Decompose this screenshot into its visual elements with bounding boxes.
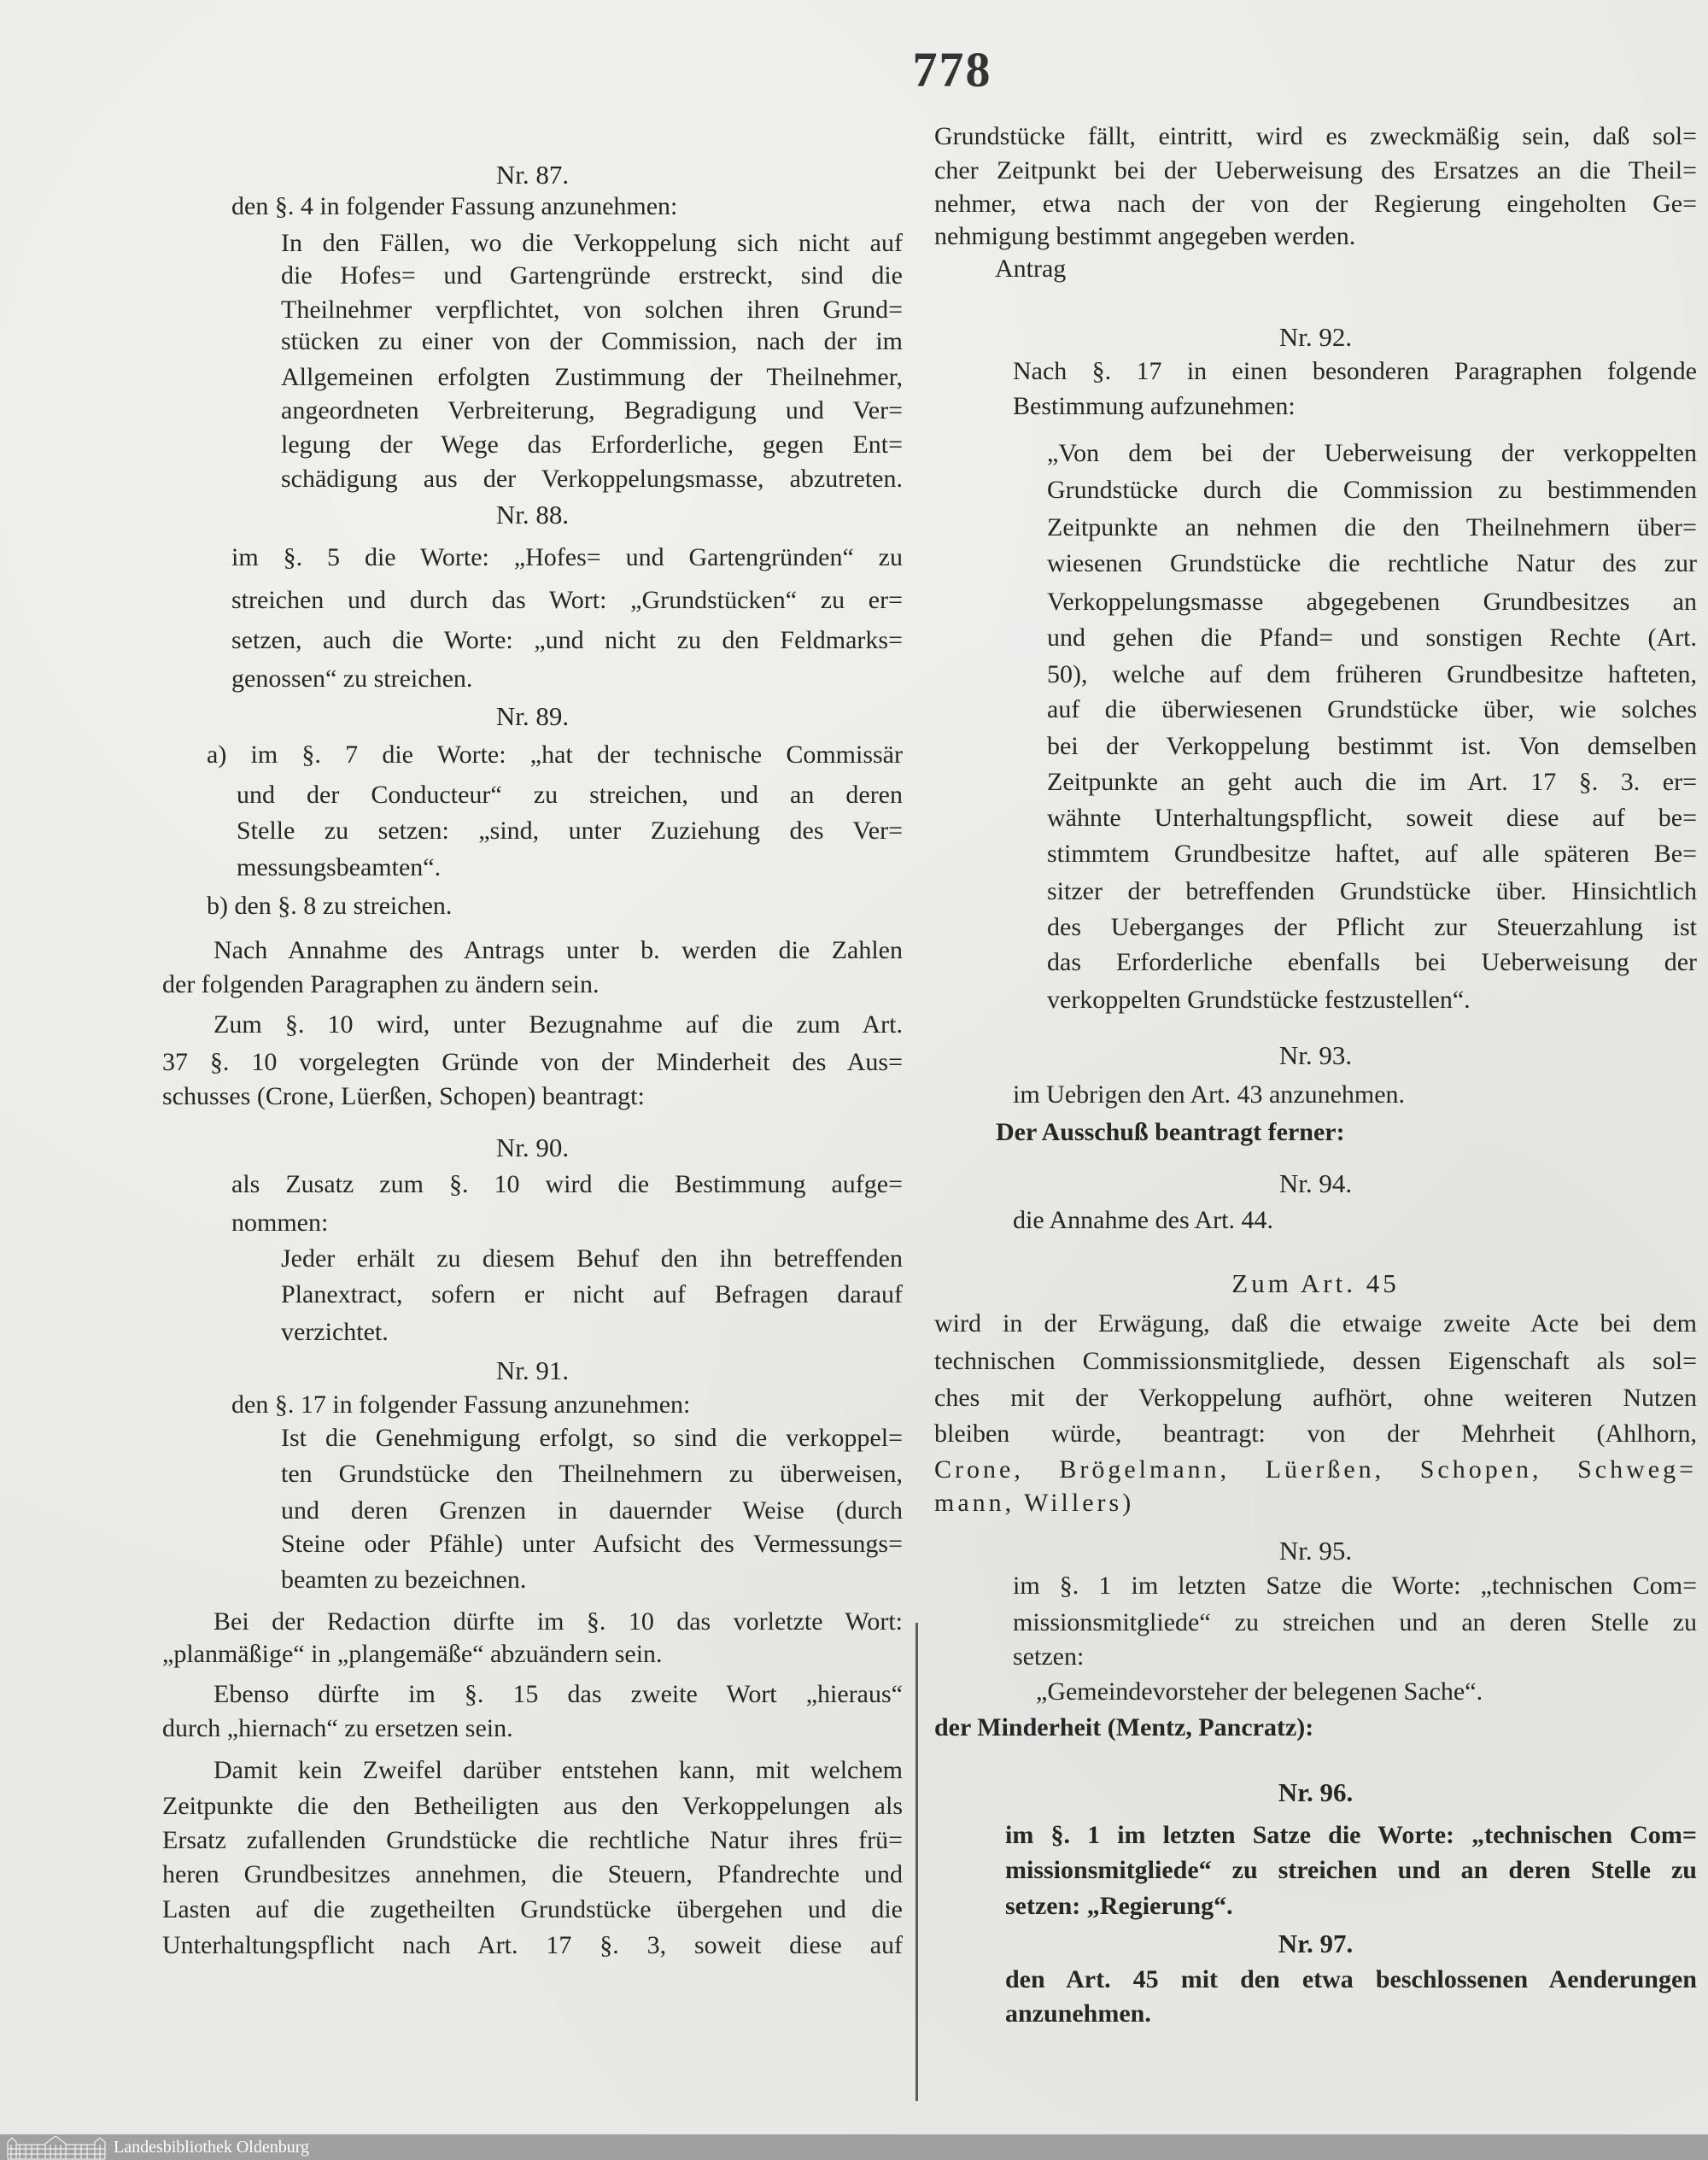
text-line: und gehen die Pfand= und sonstigen Rechte (Art. xyxy=(1047,623,1697,652)
section-heading: Nr. 94. xyxy=(1278,1168,1353,1198)
text-line: Antrag xyxy=(995,255,1067,283)
text-line: Ebenso dürfte im §. 15 das zweite Wort „hieraus“ xyxy=(214,1680,903,1708)
section-heading: Nr. 91. xyxy=(495,1355,570,1385)
text-line: nehmer, etwa nach der von der Regierung eingeholten Ge= xyxy=(934,190,1697,218)
text-line: Nach Annahme des Antrags unter b. werden die Zahlen xyxy=(214,936,903,964)
text-line: genossen“ zu streichen. xyxy=(231,664,473,693)
text-line: Zeitpunkte an geht auch die im Art. 17 §. 3. er= xyxy=(1047,768,1697,796)
text-line: Bei der Redaction dürfte im §. 10 das vorletzte Wort: xyxy=(214,1607,903,1636)
text-line: wird in der Erwägung, daß die etwaige zweite Acte bei dem xyxy=(934,1309,1697,1338)
text-line: bleiben würde, beantragt: von der Mehrheit (Ahlhorn, xyxy=(934,1420,1697,1448)
text-line: Ersatz zufallenden Grundstücke die rechtliche Natur ihres frü= xyxy=(162,1826,903,1854)
text-line: verzichtet. xyxy=(281,1318,389,1346)
text-line: b) den §. 8 zu streichen. xyxy=(207,892,453,920)
text-line: Zum §. 10 wird, unter Bezugnahme auf die zum Art. xyxy=(214,1010,903,1039)
text-line: a) im §. 7 die Worte: „hat der technische Commissär xyxy=(207,740,903,769)
text-line: Crone, Brögelmann, Lüerßen, Schopen, Schweg= xyxy=(934,1455,1697,1484)
text-line: verkoppelten Grundstücke festzustellen“. xyxy=(1047,986,1471,1014)
section-heading: Nr. 96. xyxy=(1278,1777,1354,1807)
text-line: Steine oder Pfähle) unter Aufsicht des Vermessungs= xyxy=(281,1530,903,1558)
text-line: Stelle zu setzen: „sind, unter Zuziehung des Ver= xyxy=(237,817,903,845)
text-line: Theilnehmer verpflichtet, von solchen ihren Grund= xyxy=(281,296,903,324)
text-line: „planmäßige“ in „plangemäße“ abzuändern sein. xyxy=(162,1640,663,1668)
text-line: Damit kein Zweifel darüber entstehen kann, mit welchem xyxy=(214,1756,903,1784)
text-line: setzen: „Regierung“. xyxy=(1005,1892,1233,1920)
section-heading: Nr. 87. xyxy=(495,160,570,190)
text-line: im §. 5 die Worte: „Hofes= und Gartengründen“ zu xyxy=(231,543,903,571)
column-rule xyxy=(915,1623,918,2101)
text-line: und deren Grenzen in dauernder Weise (durch xyxy=(281,1496,903,1525)
text-line: Zeitpunkte die den Betheiligten aus den Verkoppelungen als xyxy=(162,1792,903,1820)
text-line: Planextract, sofern er nicht auf Befragen darauf xyxy=(281,1280,903,1308)
text-line: nehmigung bestimmt angegeben werden. xyxy=(934,222,1356,250)
text-line: Allgemeinen erfolgten Zustimmung der Theilnehmer, xyxy=(281,363,903,391)
text-line: im §. 1 im letzten Satze die Worte: „technischen Com= xyxy=(1013,1572,1697,1600)
text-line: Grundstücke fällt, eintritt, wird es zweckmäßig sein, daß sol= xyxy=(934,122,1697,150)
text-line: des Ueberganges der Pflicht zur Steuerzahlung ist xyxy=(1047,913,1697,941)
text-line: anzunehmen. xyxy=(1005,1999,1151,2028)
text-line: schusses (Crone, Lüerßen, Schopen) beantragt: xyxy=(162,1082,645,1110)
text-line: den §. 17 in folgender Fassung anzunehmen: xyxy=(231,1390,691,1419)
text-line: streichen und durch das Wort: „Grundstücken“ zu er= xyxy=(231,586,903,614)
text-line: 37 §. 10 vorgelegten Gründe von der Minderheit des Aus= xyxy=(162,1048,903,1076)
text-line: 50), welche auf dem früheren Grundbesitze hafteten, xyxy=(1047,660,1697,688)
section-heading: Nr. 95. xyxy=(1278,1536,1353,1566)
text-line: das Erforderliche ebenfalls bei Ueberweisung der xyxy=(1047,948,1697,976)
text-line: Zeitpunkte an nehmen die den Theilnehmern über= xyxy=(1047,513,1697,541)
text-line: bei der Verkoppelung bestimmt ist. Von demselben xyxy=(1047,732,1697,760)
text-line: setzen: xyxy=(1013,1642,1085,1671)
text-line: und der Conducteur“ zu streichen, und an deren xyxy=(237,781,903,809)
text-line: cher Zeitpunkt bei der Ueberweisung des Ersatzes an die Theil= xyxy=(934,156,1697,184)
text-line: Grundstücke durch die Commission zu bestimmenden xyxy=(1047,476,1697,504)
text-line: Ist die Genehmigung erfolgt, so sind die verkoppel= xyxy=(281,1424,903,1452)
text-line: ches mit der Verkoppelung aufhört, ohne weiteren Nutzen xyxy=(934,1384,1697,1412)
text-line: „Von dem bei der Ueberweisung der verkoppelten xyxy=(1047,439,1697,467)
text-line: setzen, auch die Worte: „und nicht zu den Feldmarks= xyxy=(231,626,903,654)
text-line: die Hofes= und Gartengründe erstreckt, sind die xyxy=(281,261,903,290)
text-line: der Minderheit (Mentz, Pancratz): xyxy=(934,1713,1314,1741)
library-footer xyxy=(0,2134,1708,2160)
text-line: der folgenden Paragraphen zu ändern sein. xyxy=(162,970,600,998)
text-line: stücken zu einer von der Commission, nach der im xyxy=(281,327,903,355)
text-line: missionsmitgliede“ zu streichen und an deren Stelle zu xyxy=(1013,1608,1697,1636)
section-heading: Nr. 97. xyxy=(1278,1929,1354,1958)
text-line: schädigung aus der Verkoppelungsmasse, abzutreten. xyxy=(281,465,903,493)
text-line: die Annahme des Art. 44. xyxy=(1013,1206,1273,1234)
section-heading: Nr. 90. xyxy=(495,1133,570,1162)
text-line: mann, Willers) xyxy=(934,1489,1135,1517)
text-line: technischen Commissionsmitgliede, dessen Eigenschaft als sol= xyxy=(934,1347,1697,1375)
text-line: wähnte Unterhaltungspflicht, soweit diese auf be= xyxy=(1047,804,1697,832)
text-line: beamten zu bezeichnen. xyxy=(281,1566,527,1594)
text-line: auf die überwiesenen Grundstücke über, wie solches xyxy=(1047,695,1697,723)
section-heading: Nr. 88. xyxy=(495,500,570,530)
text-line: nommen: xyxy=(231,1209,329,1237)
text-line: stimmtem Grundbesitze haftet, auf alle späteren Be= xyxy=(1047,840,1697,868)
text-line: den §. 4 in folgender Fassung anzunehmen: xyxy=(231,192,678,220)
text-line: angeordneten Verbreiterung, Begradigung und Ver= xyxy=(281,396,903,424)
section-heading: Nr. 89. xyxy=(495,701,570,731)
text-line: ten Grundstücke den Theilnehmern zu überweisen, xyxy=(281,1460,903,1488)
text-line: im Uebrigen den Art. 43 anzunehmen. xyxy=(1013,1080,1406,1109)
text-line: Unterhaltungspflicht nach Art. 17 §. 3, soweit diese auf xyxy=(162,1931,903,1959)
library-name: Landesbibliothek Oldenburg xyxy=(114,2138,310,2157)
page-number: 778 xyxy=(912,42,992,97)
section-heading: Nr. 92. xyxy=(1278,322,1353,352)
section-heading: Zum Art. 45 xyxy=(1231,1268,1400,1298)
text-line: missionsmitgliede“ zu streichen und an deren Stelle zu xyxy=(1005,1856,1697,1884)
text-line: Der Ausschuß beantragt ferner: xyxy=(996,1118,1345,1146)
text-line: als Zusatz zum §. 10 wird die Bestimmung aufge= xyxy=(231,1170,903,1198)
text-line: Jeder erhält zu diesem Behuf den ihn betreffenden xyxy=(281,1244,903,1273)
text-line: legung der Wege das Erforderliche, gegen Ent= xyxy=(281,430,903,459)
text-line: „Gemeindevorsteher der belegenen Sache“. xyxy=(1036,1677,1483,1706)
text-line: im §. 1 im letzten Satze die Worte: „technischen Com= xyxy=(1005,1821,1697,1849)
text-line: den Art. 45 mit den etwa beschlossenen Aenderungen xyxy=(1005,1965,1697,1993)
text-line: wiesenen Grundstücke die rechtliche Natur des zur xyxy=(1047,549,1697,577)
text-line: Nach §. 17 in einen besonderen Paragraphen folgende xyxy=(1013,357,1697,385)
text-line: sitzer der betreffenden Grundstücke über. Hinsichtlich xyxy=(1047,877,1697,905)
section-heading: Nr. 93. xyxy=(1278,1040,1353,1070)
text-line: Bestimmung aufzunehmen: xyxy=(1013,392,1296,420)
text-line: In den Fällen, wo die Verkoppelung sich nicht auf xyxy=(281,229,903,257)
text-line: heren Grundbesitzes annehmen, die Steuern, Pfandrechte und xyxy=(162,1860,903,1888)
text-line: Lasten auf die zugetheilten Grundstücke übergehen und die xyxy=(162,1895,903,1923)
text-line: durch „hiernach“ zu ersetzen sein. xyxy=(162,1714,513,1742)
text-line: messungsbeamten“. xyxy=(237,853,442,881)
text-line: Verkoppelungsmasse abgegebenen Grundbesitzes an xyxy=(1047,588,1697,616)
library-building-logo-icon xyxy=(7,2135,106,2160)
